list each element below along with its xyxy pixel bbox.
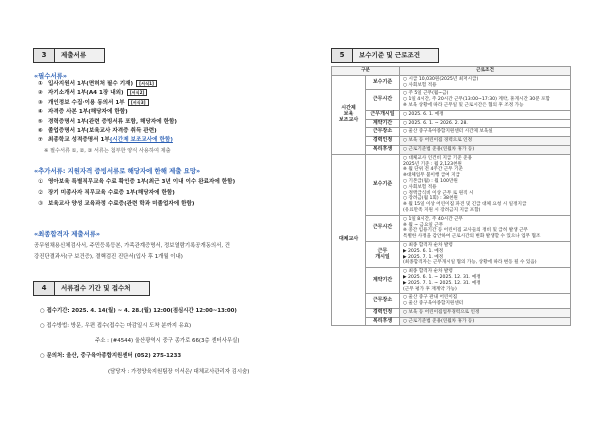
row-label: 계약기간 bbox=[366, 119, 400, 128]
apply-period-text: 접수기간: 2025. 4. 14(월) ~ 4. 28.(월) 12:00(점심시간 12:00~13:00) bbox=[46, 308, 237, 314]
section-title: 보수기준 및 근로조건 bbox=[353, 48, 439, 63]
row-label: 근무장소 bbox=[366, 128, 400, 137]
list-index: ⑥ bbox=[38, 128, 43, 135]
list-item-text: 장기 미종사자 직무교육 수료증 1부(해당자에 한함) bbox=[48, 190, 175, 196]
table-row bbox=[332, 215, 571, 241]
list-item-text: 영아보육 특별직무교육 수료 확인증 1부(최근 3년 이내 이수 완료자에 한함) bbox=[48, 179, 236, 185]
final-docs-header: «최종합격자 제출서류» bbox=[34, 230, 101, 238]
row-value: ○ 최종 합격자 순차 발령 ▶ 2025. 6. 1. ~ 2025. 12. 31. 예정 ▶ 2025. 7. 1. ~ 2025. 12. 31. 예정 (근무 평가 후 재계약 가능) bbox=[400, 268, 571, 294]
list-item-text: 자기소개서 1부(A4 1장 내외) bbox=[48, 90, 124, 97]
address: 주소 : (#4544) 울산광역시 중구 종가로 66(3층 센터사무실) bbox=[95, 338, 240, 344]
list-item-text: 최종학교 성적증명서 1부 bbox=[48, 137, 110, 144]
row-label: 보수기준 bbox=[366, 75, 400, 90]
row-value: ○ 2025. 6. 1. ~ 2026. 2. 28. bbox=[400, 119, 571, 128]
list-index: ③ bbox=[38, 201, 44, 207]
table-row bbox=[332, 317, 571, 326]
form-tag: [서식3] bbox=[128, 99, 149, 106]
row-label: 근무개시일 bbox=[366, 110, 400, 119]
section-5-header bbox=[331, 48, 439, 63]
bullet-circle-icon: ○ bbox=[40, 353, 47, 359]
row-value: ○ 1일 8시간, 주 40시간 근무 ※ 월 ~ 금요일 근무 ※ 중간 임용기간 등 어린이집 교사들의 정비 및 급히 발생 근무 특별한 사정을 감안하여 근로시간의 변화 발생할 수 있으나 업무 협조 bbox=[400, 215, 571, 241]
list-index: ⑤ bbox=[38, 118, 43, 125]
row-value: ○ 울산 중구 관내 어린이집 ○ 울산 중구육아종합지원센터 bbox=[400, 294, 571, 309]
row-value: ○ 주 5일 근무(월~금) ○ 1일 4시간, 주 20시간 근무(13:00~17:30) 계약, 휴게시간 30분 포함 ※ 보육 상황에 따라 근무일 및 근로시간은 협의 후 조정 가능 bbox=[400, 90, 571, 110]
row-label: 근무시간 bbox=[366, 90, 400, 110]
row-label: 경력인정 bbox=[366, 137, 400, 146]
section-number: 3 bbox=[33, 48, 55, 63]
section-4-header bbox=[33, 281, 150, 296]
table-row bbox=[332, 119, 571, 128]
list-item bbox=[38, 118, 177, 127]
table-header-row bbox=[332, 67, 571, 76]
list-index: ② bbox=[38, 90, 43, 97]
table-row bbox=[332, 268, 571, 294]
list-index: ④ bbox=[38, 109, 43, 116]
extra-docs-list bbox=[38, 177, 235, 210]
row-value: ○ 2025. 6. 1. 예정 bbox=[400, 110, 571, 119]
table-row bbox=[332, 154, 571, 215]
list-item bbox=[38, 199, 235, 210]
list-index: ⑦ bbox=[38, 137, 43, 144]
bullet-circle-icon: ○ bbox=[40, 308, 47, 314]
group-label-parttime: 시간제 보육 보조교사 bbox=[332, 75, 366, 154]
row-value: ○ 보육 등 어린이집업무경력으로 인정 bbox=[400, 308, 571, 317]
list-item-text: 보육교사 양성 교육과정 수료증(관련 학과 미졸업자에 한함) bbox=[48, 201, 195, 207]
section-number: 5 bbox=[331, 48, 353, 63]
row-label: 보수기준 bbox=[366, 154, 400, 215]
table-row bbox=[332, 110, 571, 119]
row-value: ○ 울산 중구육아종합지원센터 시간제 보육실 bbox=[400, 128, 571, 137]
row-value: ○ 대체교사 인건비 지급 기준 준용 2025년 기준 : 월 2,123천원 ※ 월 단위 전 4주간 근무 기준 ※대체업무 불이행 급여 지급 ○ 기본급(월) : 월 100만원 ○ 사회보험 적용 ○ 정액급식비 이상 근무 로 원직 시 ○ 장려금(월 1회) : 38천원 ※ 월 15일 이상 어린이집 파견 및 긴급 대체 요청 시 일정지급 (유료만족 지원 시 장려금지 지급 포함) bbox=[400, 154, 571, 215]
apply-method bbox=[40, 322, 191, 331]
section-title: 제출서류 bbox=[55, 48, 105, 63]
list-item bbox=[38, 108, 177, 117]
row-label: 복리후생 bbox=[366, 317, 400, 326]
row-value: ○ 보육 등 어린이집 경력으로 인정 bbox=[400, 137, 571, 146]
list-item-text: 경력증명서 1부(관련 증빙서류 포함, 해당자에 한함) bbox=[48, 118, 177, 125]
row-label: 경력인정 bbox=[366, 308, 400, 317]
section-3-header bbox=[33, 48, 105, 63]
table-row bbox=[332, 75, 571, 90]
row-label: 근무시간 bbox=[366, 215, 400, 241]
section-number: 4 bbox=[33, 281, 55, 296]
list-index: ② bbox=[38, 190, 44, 196]
table-row bbox=[332, 145, 571, 154]
form-tag: [서식2] bbox=[127, 89, 148, 96]
row-value: ○ 근로기준법 준용(연월차 휴가 등) bbox=[400, 145, 571, 154]
table-row bbox=[332, 294, 571, 309]
list-item bbox=[38, 177, 235, 188]
list-index: ① bbox=[38, 81, 43, 87]
conditions-table bbox=[331, 66, 571, 326]
list-item bbox=[38, 188, 235, 199]
list-item-text: 자격증 사본 1부(해당자에 한함) bbox=[48, 109, 128, 116]
extra-docs-header: «추가서류: 지원자격 증빙서류로 해당자에 한해 제출 요망» bbox=[34, 167, 201, 175]
list-index: ③ bbox=[38, 99, 43, 106]
row-value: ○ 최종 합격자 순차 발령 ▶ 2025. 6. 1. 예정 ▶ 2025. 7. 1. 예정 (최종합격자는 근무개시일 협의 가능, 상황에 따라 변동 될 수 있음) bbox=[400, 241, 571, 267]
row-label: 근무 개시일 bbox=[366, 241, 400, 267]
required-docs-header: «필수서류» bbox=[34, 72, 67, 80]
header-category: 구분 bbox=[332, 67, 400, 76]
inquiry bbox=[40, 352, 181, 361]
list-item-text: 입사지원서 1부(면허처 필수 기재) bbox=[48, 81, 134, 87]
form-tag: [서식1] bbox=[136, 80, 157, 87]
required-docs-list bbox=[38, 80, 177, 146]
list-item-text: 개인정보 수집·이용 동의서 1부 bbox=[48, 99, 125, 106]
row-label: 근무장소 bbox=[366, 294, 400, 309]
section-title: 서류접수 기간 및 접수처 bbox=[55, 281, 150, 296]
group-label-substitute: 대체교사 bbox=[332, 154, 366, 326]
row-label: 계약기간 bbox=[366, 268, 400, 294]
list-item-link: (시간제 보조교사에 한함) bbox=[109, 137, 173, 144]
table-row bbox=[332, 128, 571, 137]
apply-method-text: 접수방법: 방문, 우편 접수(접수는 마감일시 도착 분까지 유효) bbox=[46, 323, 192, 329]
list-item bbox=[38, 80, 177, 89]
final-docs-text-2: 강진단결과서(구 보건증), 결핵검진 진단서(입사 후 1개월 이내) bbox=[34, 254, 183, 260]
inquiry-text: 문의처: 울산, 중구육아종합지원센터 (052) 275-1233 bbox=[46, 353, 182, 359]
bullet-circle-icon: ○ bbox=[40, 323, 47, 329]
apply-period bbox=[40, 307, 237, 316]
row-value: ○ 시급 10,030원(2025년 최저시급) ○ 사회보험 적용 bbox=[400, 75, 571, 90]
list-item bbox=[38, 127, 177, 136]
required-docs-note: ※ 필수서류 ①, ②, ③ 서류는 첨부한 양식 사용하여 제출 bbox=[44, 148, 171, 154]
list-item bbox=[38, 136, 177, 145]
row-label: 복리후생 bbox=[366, 145, 400, 154]
final-docs-text-1: 공무원채용신체검사서, 주민등록등본, 가족관계증명서, 정보열람기록공개동의서, 건 bbox=[34, 243, 230, 249]
table-row bbox=[332, 308, 571, 317]
table-row bbox=[332, 90, 571, 110]
list-item bbox=[38, 89, 177, 98]
table-row bbox=[332, 137, 571, 146]
list-item-text: 졸업증명서 1부(보육교사 자격증 취득 관련) bbox=[48, 128, 157, 135]
header-condition: 근로조건 bbox=[400, 67, 571, 76]
row-value: ○ 근로기준법 준용(연월차 휴가 등) bbox=[400, 317, 571, 326]
table-row bbox=[332, 241, 571, 267]
list-item bbox=[38, 99, 177, 108]
inquiry-contact: (담당자 : 가정양육지원팀장 이서은/ 대체교사관리자 김시숨) bbox=[108, 369, 250, 375]
list-index: ① bbox=[38, 179, 44, 185]
